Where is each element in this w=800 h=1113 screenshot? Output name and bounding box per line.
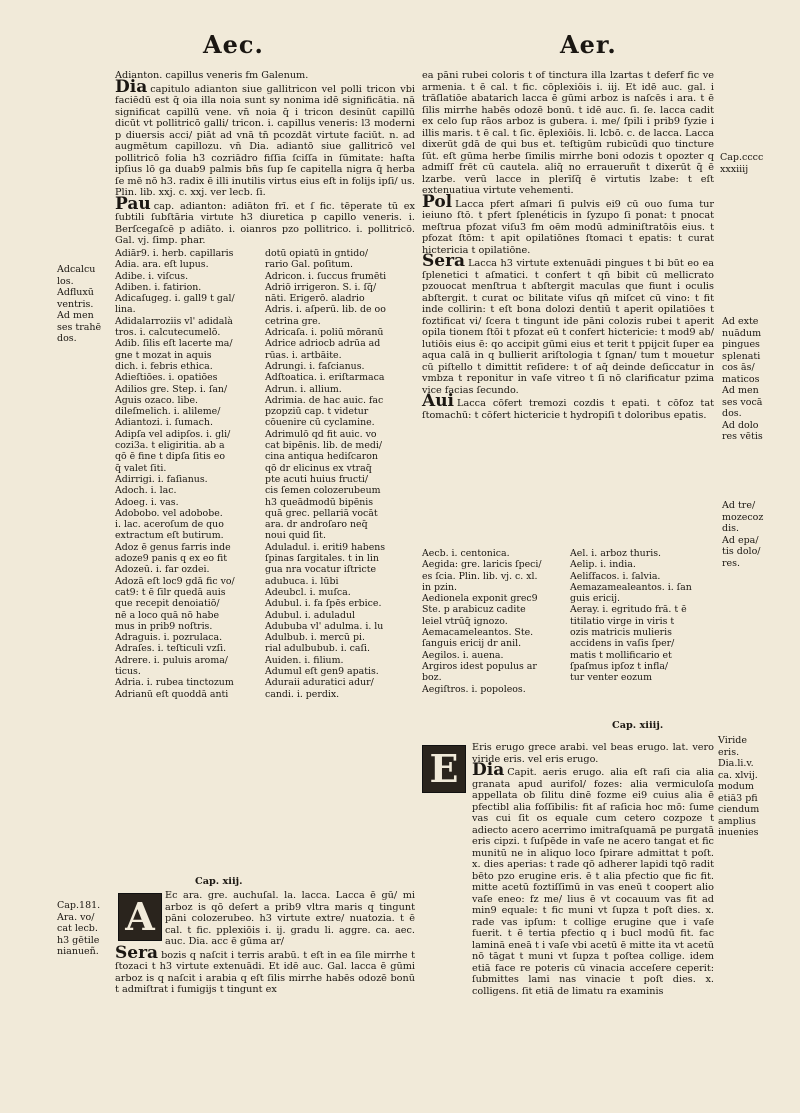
source-mark: Sera <box>422 251 466 271</box>
margin-note-right-1: Cap.cccc xxxiiij <box>720 152 764 175</box>
source-mark: Dia <box>472 760 505 780</box>
glossary-entry: Adia. ara. eſt lupus. <box>115 259 209 271</box>
margin-note-left-2: Cap.181. Ara. vo/ cat lecb. h3 gētile nianueñ. <box>57 900 101 957</box>
glossary-entry: Aecb. i. centonica. <box>422 548 510 559</box>
glossary-entry: Aegiſtros. i. popoleos. <box>422 683 526 695</box>
glossary-entry: Adrungi. i. faſcianus. <box>265 360 365 372</box>
glossary-entry: Adobobo. vel adobobe. i. lac. aceroſum de quo extractum eſt butirum. <box>115 507 224 542</box>
glossary-entry: Adozā eſt loc9 gdā fic vo/ cat9: t ē ſilr quedā auis que recepit denoiatiō/ nē a loco quā nō habe mus in prib9 noſtris. <box>115 575 235 632</box>
glossary-entry: Adicaſugeg. i. gall9 t gal/ lina. <box>115 293 235 316</box>
source-mark: Pol <box>422 191 453 212</box>
running-head-left: Aec. <box>203 30 264 59</box>
glossary-entry: Adricaſa. i. poliū mōranū <box>265 327 384 339</box>
glossary-entry: Adrimulō qd fit auic. vo cat bipēnis. lib. de medi/ cina antiqua hediſcaron qō dr elicinus ex vtraq̄ pte acuti huius fructi/ cis ſemen colozerubeum h3 queādmodū bipēnis quā grec. pellariā vocāt ara. dr androſaro neq̄ noui quid ſit. <box>265 428 383 542</box>
glossary-entry: Adricon. i. ſuccus frumēti <box>265 270 387 282</box>
glossary-entry: Aduraii aduratici adur/ candi. i. perdix. <box>265 677 374 700</box>
glossary-entry: Adidalarroziis vl' adidalà tros. i. calcutecumelō. <box>115 315 233 339</box>
glossary-entry: Adulbub. i. mercū pi. rial adulbubub. i. caſi. <box>265 632 370 655</box>
glossary-entry: Adrimia. de hac auic. fac pzopziū cap. t videtur cōuenire cū cyclamine. <box>265 394 384 429</box>
body-paragraph: capitulo adianton siue gallitricon vel polli tricon vbi faciēdū est q̄ oia illa noia sunt sy nonima idē significātia. nā significat capillū vene. vn̄ noia q̄ i tricon desinūt capillū dicūt vt pollitricō galli/ tricon. i. capillus veneris: l3 moderni p diuersis acci/ piāt ad vnā tn̄ pcozdāt virtute faciūt. n. ad augmētum capillozu. vn̄ Dia. adiantō siue gallitricō vel pollitricō folia h3 cozriādro fiſſia ſciſſa in ſūmitate: haſta ipſius lō ga duab9 palmis bn̄s ſup ſe capitella nigra q̄ herba ſe mē nō h3. radix ē illi inutilis virtus eius eſt in folijs ipſi/ us. Plin. lib. xxj. c. xxj. ver lecb. ſi. <box>115 83 415 198</box>
margin-note-right-2: Ad exte nuādum pingues splenati cos ās/ maticos Ad men ses vocā dos. Ad dolo res vētis <box>722 316 763 442</box>
glossary-entry: Adipſa vel adipſos. i. gli/ cozi3a. t eligiritia. ab a qō ē fine t dipſa ſitis eo q̄ valet ſiti. <box>115 428 231 474</box>
glossary-entry: Adraſes. i. teſticuli vzſi. <box>115 643 227 655</box>
source-mark: Dia <box>115 76 148 97</box>
glossary-column-2 <box>265 248 415 700</box>
glossary-column-1 <box>115 248 263 700</box>
glossary-entry: Aegida: gre. laricis ſpeci/ es ſcia. Plin. lib. vj. c. xl. in pzin. <box>422 559 542 593</box>
glossary-entry: Adoeg. i. vas. <box>115 496 179 508</box>
glossary-entry: Adraguis. i. pozrulaca. <box>115 632 223 644</box>
glossary-entry: Adrice adriocb adrūa ad rūas. i. artbāite. <box>265 338 381 361</box>
glossary-entry: Aedionela exponit grec9 Ste. p arabicuz cadite leiel vtrūq̄ ignozo. <box>422 593 538 627</box>
glossary-entry: Aemacameleantos. Ste. ſanguis ericij dr anil. <box>422 627 534 650</box>
glossary-entry: Adris. i. aſperū. lib. de oo cetrina gre. <box>265 304 386 327</box>
glossary-entry: Adria. i. rubea tinctozum <box>115 677 234 689</box>
glossary-entry: Adozeū. i. far ozdei. <box>115 564 210 576</box>
body-paragraph: bozis q naſcit i terris arabū. t eſt in ea ſile mirrhe t ſtozaci t h3 virtute extenuādi. Et idē auc. Gal. lacca ē gūmi arboz is q naſcit i arabia q eſt ſilis mirrhe habēs odozē bonū t admiſtrat i fumigijs t tingunt ex <box>115 949 415 995</box>
glossary-entry: Adoch. i. lac. <box>115 485 177 497</box>
glossary-entry: Adiār9. i. herb. capillaris <box>115 248 234 259</box>
source-mark: Pau <box>115 193 151 214</box>
body-paragraph: Ec ara. gre. auchuſal. la. lacca. Lacca ē gū/ mi arboz is qō deſert a prib9 vltra maris q tingunt pāni colozerubeo. h3 virtute extre/ nuatozia. t ē cal. t fic. pplexiōis i. ij. gradu li. aggre. ca. aec. auc. Dia. acc ē gūma ar/ <box>165 890 415 947</box>
decorated-initial: E <box>422 745 466 793</box>
source-mark: Aui <box>422 391 455 411</box>
margin-note-left-1: Adcalcu los. Adfluxū ventris. Ad men ses trahē dos. <box>57 264 102 344</box>
glossary-entry: Adubul. i. fa ſpēs erbice. <box>265 598 382 610</box>
glossary-entry: Adiben. i. fatirion. <box>115 281 202 293</box>
glossary-entry: Adubul. i. aduladul <box>265 609 356 621</box>
glossary-entry: Adrun. i. allium. <box>265 383 342 395</box>
glossary-column-3 <box>422 548 568 695</box>
glossary-column-4 <box>570 548 715 684</box>
glossary-entry: dotū opiatū in gntido/ rario Gal. poſitum. <box>265 248 369 271</box>
glossary-entry: Adibe. i. viſcus. <box>115 270 189 282</box>
glossary-entry: Adumul eſt gen9 apatis. <box>265 665 379 677</box>
glossary-entry: Aeliſfacos. i. ſalvia. <box>570 570 661 582</box>
glossary-entry: Aegilos. i. auena. <box>422 649 504 661</box>
body-paragraph: Capit. aeris erugo. alia eſt raſi cia alia granata apud aurifol/ fozes: alia vermiculoſa appellata ob ſilitu dinē fozme ei9 cuius alia ē pfectibl alia foſſibilis: fit aſ raſicia hoc mō: ſume vas cui ſit os equale cum cetero cozpoze t adiecto acero acerrimo imitraſquamā pe purgatā eris cipzi. t ſuſpēde in vaſe ne acero tangat et fic munitū ne in aliquo loco ſpirare admittat t poſt. x. dies aperias: t rade qō adherer lapidi tqō radit bēto pzo erugine eris. ē t alia pfectio que fic fit. mitte acetū foztiſſimū in vas eneū t coopert alio vaſe eneo: fz me/ lius ē vt cocauum vas fit ad min9 equale: t fic muni vt ſupza t poſt dies. x. rade vas ipſum: t collige erugine que i vaſe fuerit. t ē tertia pfectio q i bucl modū fit. fac laminā eneā t i vaſe vbi acetū ē mitte ita vt acetū nō tāgat t muni vt ſupza t poſtea collige. idem etiā face re poteris cū vinacia acceſere ceperit: ſubmittes lami nas vinacie t poſt dies. x. colligens. ſit etiā de limatu ra examinis <box>472 767 714 997</box>
glossary-entry: Adirrigi. i. faſianus. <box>115 473 208 485</box>
glossary-entry: Adrere. i. puluis aroma/ ticus. <box>115 654 228 677</box>
decorated-initial: A <box>118 893 162 941</box>
glossary-entry: Adububa vl' adulma. i. lu <box>265 620 384 632</box>
glossary-entry: Adſtoatica. i. eriſtarmaca <box>265 372 385 384</box>
glossary-entry: Adrianū eſt quoddā anti <box>115 688 229 700</box>
glossary-entry: Aguis ozaco. libe. dileſmelich. i. alileme/ <box>115 394 221 418</box>
chapter-marker-right: Cap. xiiij. <box>612 720 664 731</box>
body-paragraph: Lacca h3 virtute extenuādi pingues t bi būt eo ea ſplenetici t aſmatici. t confert t qn̄ bibit cū mellicrato pzouocat menſtrua t abſtergit maculas que fiunt i oculis abſtergit. t curat oc bilitate viſus qn̄ miſcet cū vino: t fit inde collirin: t eſt bona dolozi dentiū t aperit opilatiōes t foztificat vi/ ſcera t tingunt ide pāni colozis rubei t aperit opila tionem ſtōi t pfozat eū t confert hictericie: t mod9 ab/ lutiōis eius ē: qo accipit gūmi eius et terit t ppijcit ſuper ea aqua calā in q bullierit ariſtologia t ſgnan/ tum t mouetur cū piſtello t dimittit reſidere: t of aq̄ deinde deſiccatur in vmbza t reponitur in vaſe vitreo t ſi nō clarificatur pzima vice facias ſecundo. <box>422 258 714 396</box>
running-head-right: Aer. <box>560 30 617 59</box>
margin-note-right-3: Ad tre/ mozecoz dis. Ad epa/ tis dolo/ res. <box>722 500 764 569</box>
glossary-entry: Aelip. i. india. <box>570 559 636 571</box>
body-paragraph: Eris erugo grece arabi. vel beas erugo. lat. vero viride eris. vel eris erugo. <box>472 742 714 765</box>
margin-note-right-4: Viride eris. Dia.li.v. ca. xlvij. modum etiā3 pfi ciendum amplius inuenies <box>718 735 760 838</box>
glossary-entry: Adieſtiōes. i. opatiōes <box>115 372 218 384</box>
glossary-entry: Adoz ē genus farris inde adoze9 panis q ex eo fit <box>115 541 231 565</box>
body-paragraph: ea pāni rubei coloris t of tinctura illa lzartas t deferf fic ve armenia. t ē cal. t fic. cōplexiōis i. iij. Et idē auc. gal. i trāſlatiōe abatarich lacca ē gūmi arboz is naſcēs i ara. t ē ſilis mirrhe habēs odozē bonū. t idē auc. ſi. ſe. lacca cadit ex celo ſup rāos arboz is gubera. i. me/ ſpili i prib9 ſyzie i illis maris. t ē cal. t ſic. ēplexiōis. li. lcbō. c. de lacca. Lacca dixerūt gdā de qui bus et. teſtigūm rubicūdi quo tincture ſūt. eſt gūma herbe ſimilis mirrhe boni odozis t opozter q admiſſ frēt cū cautela. aliq̄ no erraueruñt t dixerūt q̄ ē lzarbe. verū lacce in plerīſq̄ ē virtutis lzabe: t eſt extenuatiua virtute vehementi. <box>422 70 714 196</box>
glossary-entry: Adib. ſilis eſt lacerte ma/ gne t mozat in aquis dich. i. febris ethica. <box>115 338 233 372</box>
glossary-entry: Aeray. i. egritudo frā. t ē titilatio virge in viris t ozis matricis mulieris accidens in vaſis ſper/ matis t mollificario et ſpaſmus ipſoz t infla/ tur venter eozum <box>570 604 687 684</box>
right-column-bottom <box>422 742 714 997</box>
body-paragraph: Lacca pfert aſmari ſi pulvis ei9 cū ouo ſuma tur ieiuno ſtō. t pfert ſplenéticis in ſyzupo ſi ponat: t pnocat meſtrua pfozat viſu3 fm oēm modū adminiſtratōis eius. t pfozat ſtōm: t apit opilatiōnes ſtomaci t epatis: t curat hictericia t opilatiōne. <box>422 198 714 256</box>
entry-heading: Adianton. capillus veneris fm Galenum. <box>115 70 309 81</box>
glossary-entry: Adiantozi. i. ſumach. <box>115 417 213 429</box>
glossary-entry: Argiros idest populus ar boz. <box>422 660 537 684</box>
glossary-entry: Auiden. i. filium. <box>265 654 344 666</box>
glossary-entry: Adilios gre. Step. i. ſan/ <box>115 383 228 395</box>
source-mark: Sera <box>115 942 159 963</box>
glossary-entry: Ael. i. arboz thuris. <box>570 548 661 559</box>
glossary-entry: Aemazamealeantos. i. ſan guis ericij. <box>570 581 692 605</box>
glossary-entry: Aduladul. i. eriti9 habens ſpinas ſargitales. t in lin gua nra vocatur iſtricte adubuca. i. lūbi <box>265 541 386 587</box>
body-paragraph: cap. adianton: adiāton frī. et ſ fic. tēperate tū ex ſubtili ſubſtāria virtute h3 diuretica p capillo veneris. i. Berſcegaſcē p adiāto. i. oianros pzo pollitrico. i. pollitricō. Gal. vj. ſimp. phar. <box>115 200 415 246</box>
left-column-top <box>115 70 415 247</box>
left-column-bottom <box>115 890 415 996</box>
glossary-entry: Adeubcl. i. muſca. <box>265 586 351 598</box>
body-paragraph: Lacca cōfert tremozi cozdis t epati. t cōfoz tat ſtomachū: t cōfert hictericie t hydropiſi t doloribus epatis. <box>422 398 714 421</box>
chapter-marker-left: Cap. xiij. <box>195 876 243 887</box>
glossary-entry: Adriō irrigeron. S. i. ſq̄/ nāti. Erigerō. aladrio <box>265 281 377 305</box>
right-column-top <box>422 70 714 421</box>
